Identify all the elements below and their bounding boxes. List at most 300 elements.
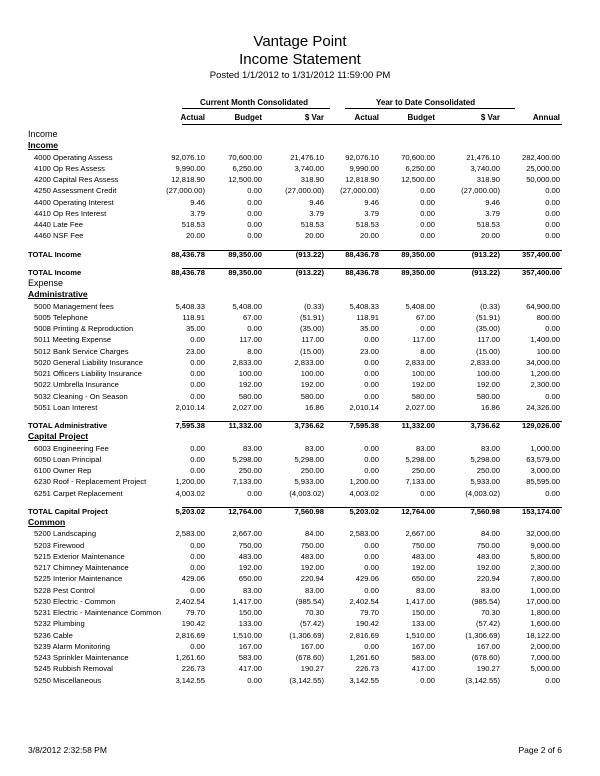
row-label: 4400 Operating Interest xyxy=(34,197,114,207)
cell-var-ytd: (51.91) xyxy=(475,312,500,322)
cell-var-ytd: 70.30 xyxy=(480,608,500,617)
cell-var-ytd: 192.00 xyxy=(476,380,500,390)
account-row xyxy=(0,630,600,641)
cell-budget-ytd: 89,350.00 xyxy=(401,249,435,259)
row-label: 5011 Meeting Expense xyxy=(34,335,112,345)
account-row xyxy=(0,312,600,323)
account-row xyxy=(0,208,600,219)
cell-var-ytd: (913.22) xyxy=(471,267,500,277)
row-spacer xyxy=(0,499,600,506)
cell-annual: 0.00 xyxy=(545,675,560,685)
account-row xyxy=(0,163,600,174)
cell-actual-ytd: 0.00 xyxy=(364,335,379,345)
cell-var-current: 100.00 xyxy=(300,369,324,378)
cell-budget-current: 0.00 xyxy=(247,675,262,685)
cell-actual-current: 0.00 xyxy=(190,369,205,378)
cell-var-current: 192.00 xyxy=(300,563,324,572)
cell-actual-ytd: 0.00 xyxy=(364,585,379,595)
total-row xyxy=(0,249,600,260)
row-label: 5020 General Liability Insurance xyxy=(34,357,143,367)
col-actual-ytd: Actual xyxy=(354,113,379,122)
row-spacer xyxy=(0,260,600,267)
cell-var-ytd: (1,306.69) xyxy=(465,630,500,640)
cell-actual-current: 518.53 xyxy=(181,220,205,229)
cell-budget-ytd: 0.00 xyxy=(420,186,435,196)
cell-actual-current: 0.00 xyxy=(190,454,205,464)
cell-var-current: 21,476.10 xyxy=(290,152,324,162)
cell-budget-current: 133.00 xyxy=(238,619,262,629)
cell-actual-current: 7,595.38 xyxy=(175,421,205,430)
cell-budget-current: 2,833.00 xyxy=(232,357,262,367)
cell-annual: 1,400.00 xyxy=(530,335,560,345)
cell-actual-ytd: 0.00 xyxy=(364,380,379,390)
cell-annual: 9,000.00 xyxy=(530,540,560,550)
cell-actual-current: 0.00 xyxy=(190,335,205,345)
cell-budget-current: 100.00 xyxy=(238,369,262,378)
cell-var-current: (985.54) xyxy=(295,596,324,606)
cell-budget-current: 12,500.00 xyxy=(228,175,262,184)
cell-actual-ytd: 5,203.02 xyxy=(349,506,379,516)
cell-budget-ytd: 0.00 xyxy=(420,231,435,241)
ytd-underline xyxy=(345,108,515,109)
cell-budget-current: 7,133.00 xyxy=(232,477,262,487)
cell-actual-ytd: 2,010.14 xyxy=(349,402,379,412)
cell-annual: 0.00 xyxy=(545,324,560,333)
row-label: 5250 Miscellaneous xyxy=(34,675,102,685)
row-label: Common xyxy=(28,517,66,527)
cell-annual: 34,000.00 xyxy=(526,357,560,367)
row-label: Income xyxy=(28,140,59,151)
cell-var-ytd: 318.90 xyxy=(476,175,500,184)
cell-var-current: 3,736.62 xyxy=(294,421,324,430)
cell-var-current: (1,306.69) xyxy=(289,630,324,640)
cell-var-current: 220.94 xyxy=(300,574,324,584)
cell-actual-current: (27,000.00) xyxy=(166,186,205,196)
cell-var-ytd: 20.00 xyxy=(480,231,500,241)
cell-budget-ytd: 250.00 xyxy=(411,466,435,475)
cell-actual-current: 1,200.00 xyxy=(175,477,205,487)
row-label: 6050 Loan Principal xyxy=(34,454,102,464)
cell-annual: 5,000.00 xyxy=(530,664,560,674)
account-row xyxy=(0,528,600,539)
account-row xyxy=(0,596,600,607)
row-label: 5008 Printing & Reproduction xyxy=(34,324,134,333)
cell-var-current: (27,000.00) xyxy=(285,186,324,196)
cell-budget-current: 167.00 xyxy=(238,641,262,651)
cell-annual: 1,600.00 xyxy=(530,619,560,629)
cell-budget-current: 67.00 xyxy=(242,312,262,322)
cell-actual-ytd: 5,408.33 xyxy=(349,301,379,311)
cell-actual-ytd: 118.91 xyxy=(356,312,379,322)
cell-budget-ytd: 650.00 xyxy=(411,574,435,584)
cell-var-current: 3,740.00 xyxy=(294,163,324,173)
cell-budget-current: 150.00 xyxy=(238,608,262,617)
cell-annual: 357,400.00 xyxy=(521,249,560,259)
cell-budget-current: 0.00 xyxy=(247,208,262,218)
cell-budget-ytd: 167.00 xyxy=(411,641,435,651)
account-row xyxy=(0,357,600,368)
cell-annual: 85,595.00 xyxy=(526,477,560,487)
cell-budget-current: 83.00 xyxy=(242,443,262,453)
cell-var-ytd: 483.00 xyxy=(476,551,500,561)
cell-budget-current: 650.00 xyxy=(238,574,262,584)
cell-var-current: 83.00 xyxy=(304,443,324,453)
account-row xyxy=(0,391,600,402)
row-label: 5022 Umbrella Insurance xyxy=(34,380,119,390)
cell-var-ytd: (3,142.55) xyxy=(465,675,500,685)
cell-actual-ytd: 79.70 xyxy=(359,608,379,617)
cell-budget-ytd: 100.00 xyxy=(411,369,435,378)
cell-budget-current: 8.00 xyxy=(247,346,262,356)
cell-var-current: (15.00) xyxy=(299,346,324,356)
col-var-current: $ Var xyxy=(304,113,324,122)
cell-budget-current: 0.00 xyxy=(247,488,262,498)
cell-budget-ytd: 2,667.00 xyxy=(405,529,435,539)
cell-var-ytd: 3.79 xyxy=(485,208,500,218)
cell-actual-ytd: 1,200.00 xyxy=(349,477,379,487)
cell-annual: 129,026.00 xyxy=(521,421,560,430)
cell-budget-current: 0.00 xyxy=(247,186,262,196)
cell-var-ytd: 100.00 xyxy=(476,369,500,378)
cell-budget-current: 1,510.00 xyxy=(232,630,262,640)
cell-actual-current: 5,203.02 xyxy=(175,506,205,516)
row-label: 5203 Firewood xyxy=(34,540,85,550)
cell-actual-ytd: 7,595.38 xyxy=(349,421,379,430)
cell-budget-ytd: 483.00 xyxy=(411,551,435,561)
row-label: 4460 NSF Fee xyxy=(34,231,84,241)
cell-annual: 357,400.00 xyxy=(521,267,560,277)
cell-budget-ytd: 12,500.00 xyxy=(401,175,435,184)
cell-var-ytd: 5,298.00 xyxy=(470,454,500,464)
cell-budget-current: 89,350.00 xyxy=(228,267,262,277)
row-label: 5245 Rubbish Removal xyxy=(34,664,113,674)
cell-annual: 17,000.00 xyxy=(526,596,560,606)
cell-actual-current: 92,076.10 xyxy=(171,152,205,162)
report-title: Income Statement xyxy=(239,51,361,68)
cell-var-ytd: (913.22) xyxy=(471,249,500,259)
cell-annual: 1,000.00 xyxy=(530,585,560,595)
cell-actual-current: 190.42 xyxy=(181,619,205,629)
account-row xyxy=(0,152,600,163)
total-row xyxy=(0,420,600,431)
cell-actual-current: 0.00 xyxy=(190,466,205,475)
cell-actual-current: 0.00 xyxy=(190,357,205,367)
cell-actual-ytd: 226.73 xyxy=(355,664,379,674)
cell-actual-ytd: 0.00 xyxy=(364,369,379,378)
account-row xyxy=(0,675,600,686)
cell-annual: 32,000.00 xyxy=(526,529,560,539)
section-heading xyxy=(0,278,600,289)
cell-var-current: 2,833.00 xyxy=(294,357,324,367)
row-spacer xyxy=(0,242,600,249)
row-label: 5215 Exterior Maintenance xyxy=(34,551,125,561)
cell-actual-ytd: 429.06 xyxy=(355,574,379,584)
cell-budget-ytd: 0.00 xyxy=(420,324,435,333)
cell-annual: 153,174.00 xyxy=(521,506,560,516)
cell-annual: 63,579.00 xyxy=(526,454,560,464)
company-name: Vantage Point xyxy=(253,33,347,50)
cell-budget-ytd: 2,027.00 xyxy=(405,402,435,412)
cell-budget-ytd: 6,250.00 xyxy=(405,163,435,173)
col-var-ytd: $ Var xyxy=(480,113,500,122)
col-budget-ytd: Budget xyxy=(407,113,435,122)
cell-annual: 64,900.00 xyxy=(526,301,560,311)
col-annual: Annual xyxy=(532,113,560,122)
cell-actual-current: 9,990.00 xyxy=(175,163,205,173)
cell-actual-current: 9.46 xyxy=(190,197,205,207)
cell-actual-current: 0.00 xyxy=(190,380,205,390)
cell-var-current: 7,560.98 xyxy=(294,506,324,516)
cell-var-ytd: (985.54) xyxy=(471,596,500,606)
cell-var-ytd: 192.00 xyxy=(476,563,500,572)
cell-actual-current: 429.06 xyxy=(181,574,205,584)
cell-budget-current: 0.00 xyxy=(247,324,262,333)
cell-budget-current: 1,417.00 xyxy=(232,596,262,606)
account-row xyxy=(0,465,600,476)
cell-annual: 25,000.00 xyxy=(526,163,560,173)
cell-budget-current: 583.00 xyxy=(238,653,262,662)
cell-actual-ytd: 0.00 xyxy=(364,551,379,561)
cell-actual-current: 0.00 xyxy=(190,551,205,561)
cell-annual: 1,000.00 xyxy=(530,443,560,453)
row-label: TOTAL Administrative xyxy=(28,421,108,430)
cell-var-ytd: (35.00) xyxy=(475,324,500,333)
cell-budget-ytd: 2,833.00 xyxy=(405,357,435,367)
cell-actual-ytd: 2,402.54 xyxy=(349,596,379,606)
row-label: 5228 Pest Control xyxy=(34,585,95,595)
cell-actual-ytd: 4,003.02 xyxy=(349,488,379,498)
row-label: 5230 Electric - Common xyxy=(34,596,116,606)
cell-annual: 1,800.00 xyxy=(530,608,560,617)
cell-actual-ytd: 0.00 xyxy=(364,641,379,651)
row-label: TOTAL Capital Project xyxy=(28,506,108,516)
cell-annual: 2,300.00 xyxy=(530,563,560,572)
cell-actual-ytd: 0.00 xyxy=(364,540,379,550)
group-heading xyxy=(0,140,600,151)
account-row xyxy=(0,346,600,357)
cell-var-current: 20.00 xyxy=(304,231,324,241)
cell-budget-ytd: 0.00 xyxy=(420,220,435,229)
cell-budget-current: 483.00 xyxy=(238,551,262,561)
row-label: 4100 Op Res Assess xyxy=(34,163,105,173)
row-label: 5032 Cleaning - On Season xyxy=(34,391,128,401)
cell-budget-current: 2,667.00 xyxy=(232,529,262,539)
cell-budget-current: 5,298.00 xyxy=(232,454,262,464)
cell-budget-ytd: 83.00 xyxy=(415,585,435,595)
cell-budget-ytd: 5,408.00 xyxy=(405,301,435,311)
row-label: Capital Project xyxy=(28,431,89,442)
cell-var-current: 190.27 xyxy=(300,664,324,674)
cell-annual: 7,000.00 xyxy=(530,653,560,662)
cell-budget-current: 6,250.00 xyxy=(232,163,262,173)
statement-table xyxy=(0,129,600,686)
row-label: 4410 Op Res Interest xyxy=(34,208,107,218)
cell-budget-current: 192.00 xyxy=(238,563,262,572)
cell-var-ytd: 84.00 xyxy=(480,529,500,539)
cell-var-ytd: 518.53 xyxy=(476,220,500,229)
cell-var-ytd: 250.00 xyxy=(476,466,500,475)
cell-var-current: 84.00 xyxy=(304,529,324,539)
cell-var-current: 750.00 xyxy=(300,540,324,550)
cell-var-ytd: (27,000.00) xyxy=(461,186,500,196)
account-row xyxy=(0,454,600,465)
cell-actual-current: 20.00 xyxy=(185,231,205,241)
col-actual-current: Actual xyxy=(180,113,205,122)
row-label: 5021 Officers Liability Insurance xyxy=(34,369,142,378)
cell-budget-ytd: 192.00 xyxy=(411,380,435,390)
cell-annual: 282,400.00 xyxy=(521,152,560,162)
print-timestamp: 3/8/2012 2:32:58 PM xyxy=(28,745,107,755)
row-label: 6251 Carpet Replacement xyxy=(34,488,123,498)
cell-annual: 2,300.00 xyxy=(530,380,560,390)
row-label: 4200 Capital Res Assess xyxy=(34,175,119,184)
cell-var-ytd: (15.00) xyxy=(475,346,500,356)
cell-actual-ytd: 88,436.78 xyxy=(345,249,379,259)
cell-var-current: (0.33) xyxy=(304,301,324,311)
cell-var-current: 70.30 xyxy=(304,608,324,617)
account-row xyxy=(0,488,600,499)
cell-actual-current: 2,402.54 xyxy=(175,596,205,606)
row-spacer xyxy=(0,413,600,420)
cell-budget-current: 250.00 xyxy=(238,466,262,475)
cell-actual-current: 0.00 xyxy=(190,540,205,550)
cell-var-current: (51.91) xyxy=(299,312,324,322)
account-row xyxy=(0,562,600,573)
row-label: 4000 Operating Assess xyxy=(34,152,113,162)
cell-actual-current: 2,583.00 xyxy=(175,529,205,539)
cell-budget-ytd: 0.00 xyxy=(420,675,435,685)
account-row xyxy=(0,652,600,663)
cell-var-ytd: (678.60) xyxy=(471,653,500,662)
section-heading xyxy=(0,129,600,140)
cell-actual-current: 118.91 xyxy=(182,312,205,322)
cell-annual: 0.00 xyxy=(545,220,560,229)
cell-budget-ytd: 8.00 xyxy=(420,346,435,356)
cell-var-current: 518.53 xyxy=(300,220,324,229)
cell-var-current: (57.42) xyxy=(299,619,324,629)
cell-actual-ytd: 190.42 xyxy=(355,619,379,629)
account-row xyxy=(0,476,600,487)
cell-var-current: (678.60) xyxy=(295,653,324,662)
page-number: Page 2 of 6 xyxy=(518,745,562,755)
cell-budget-ytd: 67.00 xyxy=(415,312,435,322)
cell-annual: 5,800.00 xyxy=(530,551,560,561)
group-heading xyxy=(0,517,600,528)
cell-actual-ytd: 35.00 xyxy=(359,324,379,333)
cell-actual-ytd: 12,818.90 xyxy=(345,175,379,184)
account-row xyxy=(0,174,600,185)
cell-var-current: (4,003.02) xyxy=(289,488,324,498)
cell-var-current: 580.00 xyxy=(300,391,324,401)
account-row xyxy=(0,607,600,618)
cell-budget-ytd: 83.00 xyxy=(415,443,435,453)
current-month-header: Current Month Consolidated xyxy=(200,98,308,107)
cell-actual-current: 226.73 xyxy=(181,664,205,674)
row-label: 4440 Late Fee xyxy=(34,220,83,229)
account-row xyxy=(0,641,600,652)
cell-budget-ytd: 150.00 xyxy=(411,608,435,617)
cell-actual-ytd: 0.00 xyxy=(364,563,379,572)
row-label: 5243 Sprinkler Maintenance xyxy=(34,653,129,662)
row-label: 5012 Bank Service Charges xyxy=(34,346,129,356)
total-row xyxy=(0,267,600,278)
cell-budget-current: 0.00 xyxy=(247,220,262,229)
row-label: 6003 Engineering Fee xyxy=(34,443,109,453)
row-label: 5000 Management fees xyxy=(34,301,114,311)
account-row xyxy=(0,585,600,596)
cell-annual: 0.00 xyxy=(545,208,560,218)
row-label: 5005 Telephone xyxy=(34,312,88,322)
cell-budget-current: 117.00 xyxy=(239,335,262,345)
cell-var-ytd: 750.00 xyxy=(476,540,500,550)
cell-actual-ytd: 0.00 xyxy=(364,443,379,453)
account-row xyxy=(0,573,600,584)
cell-var-current: (3,142.55) xyxy=(289,675,324,685)
cell-var-ytd: 220.94 xyxy=(476,574,500,584)
cell-var-current: 16.86 xyxy=(304,402,324,412)
cell-var-current: 9.46 xyxy=(309,197,324,207)
cell-budget-current: 0.00 xyxy=(247,197,262,207)
account-row xyxy=(0,368,600,379)
cell-budget-ytd: 0.00 xyxy=(420,197,435,207)
total-row xyxy=(0,506,600,517)
cell-var-current: 5,298.00 xyxy=(294,454,324,464)
cell-budget-ytd: 583.00 xyxy=(411,653,435,662)
cell-budget-ytd: 192.00 xyxy=(411,563,435,572)
row-label: Income xyxy=(28,129,58,139)
cell-var-current: 83.00 xyxy=(304,585,324,595)
account-row xyxy=(0,663,600,674)
group-heading xyxy=(0,431,600,442)
cell-var-ytd: 580.00 xyxy=(476,391,500,401)
row-label: 5236 Cable xyxy=(34,630,73,640)
cell-actual-ytd: 2,583.00 xyxy=(349,529,379,539)
cell-budget-ytd: 580.00 xyxy=(411,391,435,401)
cell-var-current: 483.00 xyxy=(300,551,324,561)
cell-var-current: 3.79 xyxy=(309,208,324,218)
row-label: 5200 Landscaping xyxy=(34,529,97,539)
account-row xyxy=(0,219,600,230)
cell-actual-ytd: 0.00 xyxy=(364,391,379,401)
cell-var-ytd: 21,476.10 xyxy=(466,152,500,162)
account-row xyxy=(0,323,600,334)
cell-budget-current: 70,600.00 xyxy=(228,152,262,162)
cell-annual: 24,326.00 xyxy=(526,402,560,412)
cell-annual: 1,200.00 xyxy=(530,369,560,378)
cell-annual: 3,000.00 xyxy=(530,466,560,475)
cell-var-ytd: 83.00 xyxy=(480,585,500,595)
cell-budget-ytd: 7,133.00 xyxy=(405,477,435,487)
cell-budget-ytd: 5,298.00 xyxy=(405,454,435,464)
cell-actual-current: 2,816.69 xyxy=(175,630,205,640)
ytd-header: Year to Date Consolidated xyxy=(376,98,476,107)
cell-budget-current: 0.00 xyxy=(247,231,262,241)
cell-var-current: 192.00 xyxy=(300,380,324,390)
row-label: 5231 Electric - Maintenance Common xyxy=(34,608,162,617)
cell-var-ytd: 2,833.00 xyxy=(470,357,500,367)
cell-budget-current: 83.00 xyxy=(242,585,262,595)
cell-actual-current: 1,261.60 xyxy=(175,653,205,662)
cell-budget-current: 750.00 xyxy=(238,540,262,550)
cell-var-ytd: (0.33) xyxy=(480,301,500,311)
cell-var-ytd: 16.86 xyxy=(480,402,500,412)
cell-var-ytd: (4,003.02) xyxy=(465,488,500,498)
cell-actual-current: 5,408.33 xyxy=(175,301,205,311)
cell-var-current: 318.90 xyxy=(300,175,324,184)
cell-actual-ytd: 0.00 xyxy=(364,357,379,367)
row-label: Administrative xyxy=(28,289,88,300)
row-label: 5239 Alarm Monitoring xyxy=(34,641,110,651)
